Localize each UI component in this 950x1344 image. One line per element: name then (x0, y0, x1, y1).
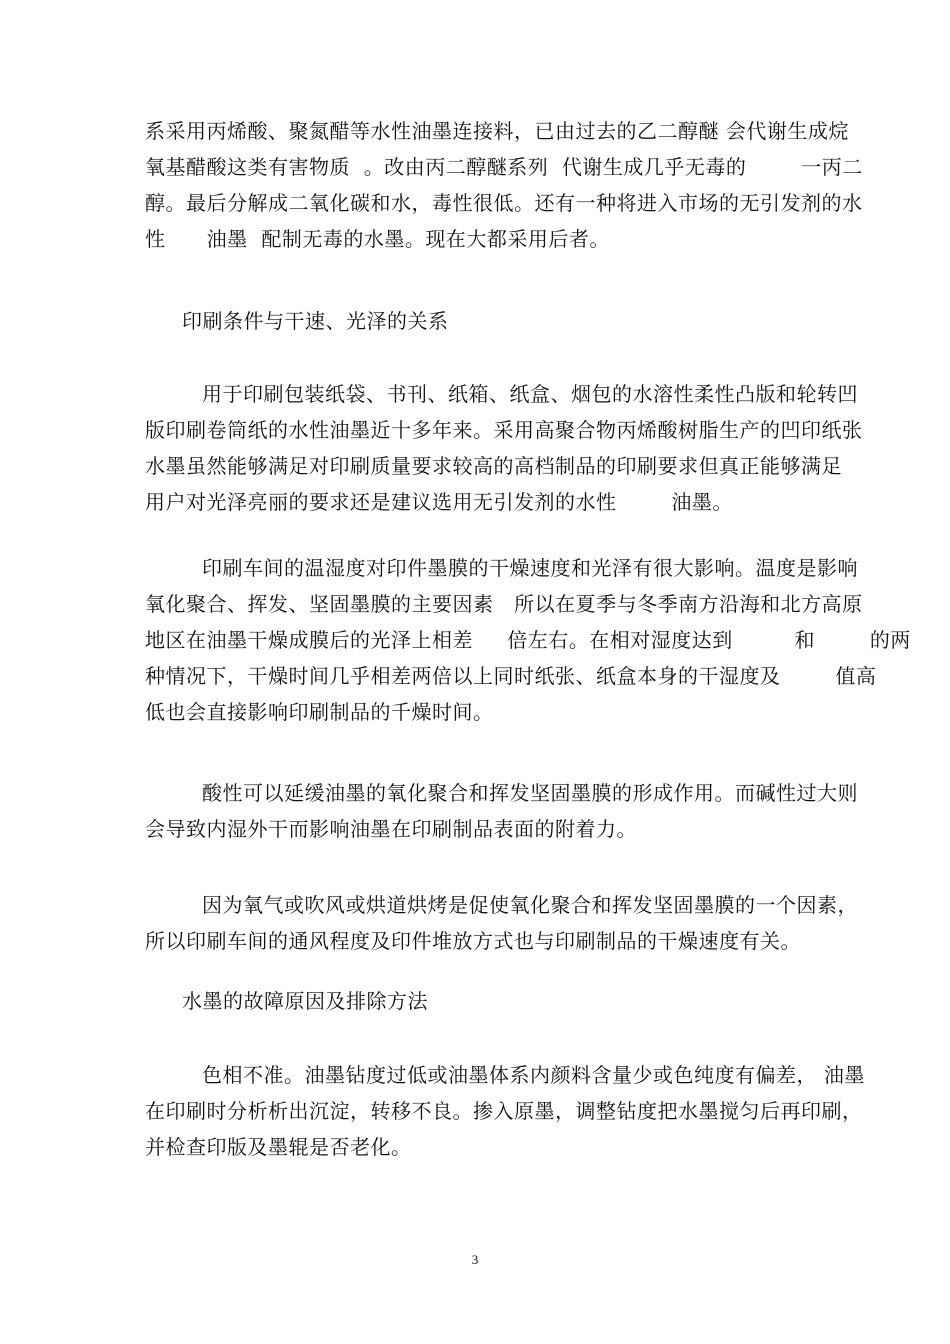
body-text-line: 并检查印版及墨辊是否老化。 (145, 1135, 412, 1159)
body-text-line: 印刷车间的温湿度对印件墨膜的干燥速度和光泽有很大影响。温度是影响 (202, 556, 858, 580)
body-text-line: 性 油墨 配制无毒的水墨。现在大都采用后者。 (145, 227, 610, 251)
section-heading: 印刷条件与干速、光泽的关系 (182, 309, 449, 333)
body-text-line: 在印刷时分析析出沉淀，转移不良。掺入原墨，调整钻度把水墨搅匀后再印刷， (145, 1099, 863, 1123)
body-text-line: 低也会直接影响印刷制品的千燥时间。 (145, 700, 494, 724)
body-text-line: 因为氧气或吹风或烘道烘烤是促使氧化聚合和挥发坚固墨膜的一个因素， (202, 893, 858, 917)
body-text-line: 版印刷卷筒纸的水性油墨近十多年来。采用高聚合物丙烯酸树脂生产的凹印纸张 (145, 418, 863, 442)
body-text-line: 用户对光泽亮丽的要求还是建议选用无引发剂的水性 油墨。 (145, 490, 733, 514)
body-text-line: 种情况下，干燥时间几乎相差两倍以上同时纸张、纸盒本身的干湿度及 值高 (145, 664, 877, 688)
body-text-line: 系采用丙烯酸、聚氮醋等水性油墨连接料，已由过去的乙二醇醚 会代谢生成烷 (145, 119, 849, 143)
section-heading: 水墨的故障原因及排除方法 (182, 989, 428, 1013)
body-text-line: 水墨虽然能够满足对印刷质量要求较高的高档制品的印刷要求但真正能够满足 (145, 454, 842, 478)
body-text-line: 酸性可以延缓油墨的氧化聚合和挥发坚固墨膜的形成作用。而碱性过大则 (202, 781, 858, 805)
body-text-line: 氧化聚合、挥发、坚固墨膜的主要因素 所以在夏季与冬季南方沿海和北方高原 (145, 592, 863, 616)
page-number: 3 (471, 1252, 479, 1267)
body-text-line: 用于印刷包装纸袋、书刊、纸箱、纸盒、烟包的水溶性柔性凸版和轮转凹 (202, 382, 858, 406)
body-text-line: 所以印刷车间的通风程度及印件堆放方式也与印刷制品的干燥速度有关。 (145, 929, 801, 953)
body-text-line: 会导致内湿外干而影响油墨在印刷制品表面的附着力。 (145, 817, 637, 841)
body-text-line: 地区在油墨干燥成膜后的光泽上相差 倍左右。在相对湿度达到 和 的两 (145, 628, 911, 652)
body-text-line: 醇。最后分解成二氧化碳和水，毒性很低。还有一种将进入市场的无引发剂的水 (145, 191, 863, 215)
body-text-line: 氧基醋酸这类有害物质 。改由丙二醇醚系列 代谢生成几乎无毒的 一丙二 (145, 155, 863, 179)
body-text-line: 色相不准。油墨钻度过低或油墨体系内颜料含量少或色纯度有偏差， 油墨 (202, 1063, 865, 1087)
